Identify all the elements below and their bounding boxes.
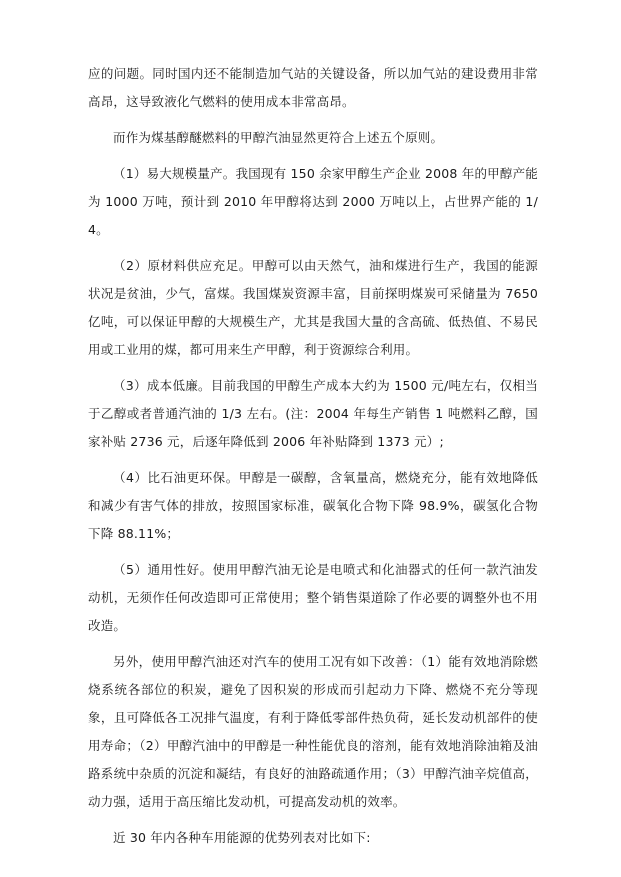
paragraph: （2）原材料供应充足。甲醇可以由天然气，油和煤进行生产，我国的能源状况是贫油，少气，富煤。我国煤炭资源丰富，目前探明煤炭可采储量为 7650 亿吨，可以保证甲醇的大规模生产，尤其是我国大量的含高硫、低热值、不易民用或工业用的煤，都可用来生产甲醇，利于资源综合利用。 [88,258,538,357]
paragraph: （5）通用性好。使用甲醇汽油无论是电喷式和化油器式的任何一款汽油发动机，无须作任何改造即可正常使用；整个销售渠道除了作必要的调整外也不用改造。 [88,562,538,633]
paragraph: （1）易大规模量产。我国现有 150 余家甲醇生产企业 2008 年的甲醇产能为 1000 万吨，预计到 2010 年甲醇将达到 2000 万吨以上，占世界产能的 1/4。 [88,166,538,237]
paragraph: 近 30 年内各种车用能源的优势列表对比如下: [113,830,371,845]
paragraph: 另外，使用甲醇汽油还对汽车的使用工况有如下改善：（1）能有效地消除燃烧系统各部位的积炭，避免了因积炭的形成而引起动力下降、燃烧不充分等现象，且可降低各工况排气温度，有利于降低零部件热负荷，延长发动机部件的使用寿命；（2）甲醇汽油中的甲醇是一种性能优良的溶剂，能有效地消除油箱及油路系统中杂质的沉淀和凝结，有良好的油路疏通作用；（3）甲醇汽油辛烷值高，动力强，适用于高压缩比发动机，可提高发动机的效率。 [88,654,538,809]
body-text [88,60,538,852]
paragraph: （4）比石油更环保。甲醇是一碳醇，含氧量高，燃烧充分，能有效地降低和减少有害气体的排放，按照国家标准，碳氧化合物下降 98.9%，碳氢化合物下降 88.11%； [88,470,538,541]
paragraph: 应的问题。同时国内还不能制造加气站的关键设备，所以加气站的建设费用非常高昂，这导致液化气燃料的使用成本非常高昂。 [88,66,538,109]
paragraph: （3）成本低廉。目前我国的甲醇生产成本大约为 1500 元/吨左右，仅相当于乙醇或者普通汽油的 1/3 左右。(注：2004 年每生产销售 1 吨燃料乙醇，国家补贴 2736 元，后逐年降低到 2006 年补贴降到 1373 元）; [88,378,538,449]
paragraph: 而作为煤基醇醚燃料的甲醇汽油显然更符合上述五个原则。 [113,130,444,145]
